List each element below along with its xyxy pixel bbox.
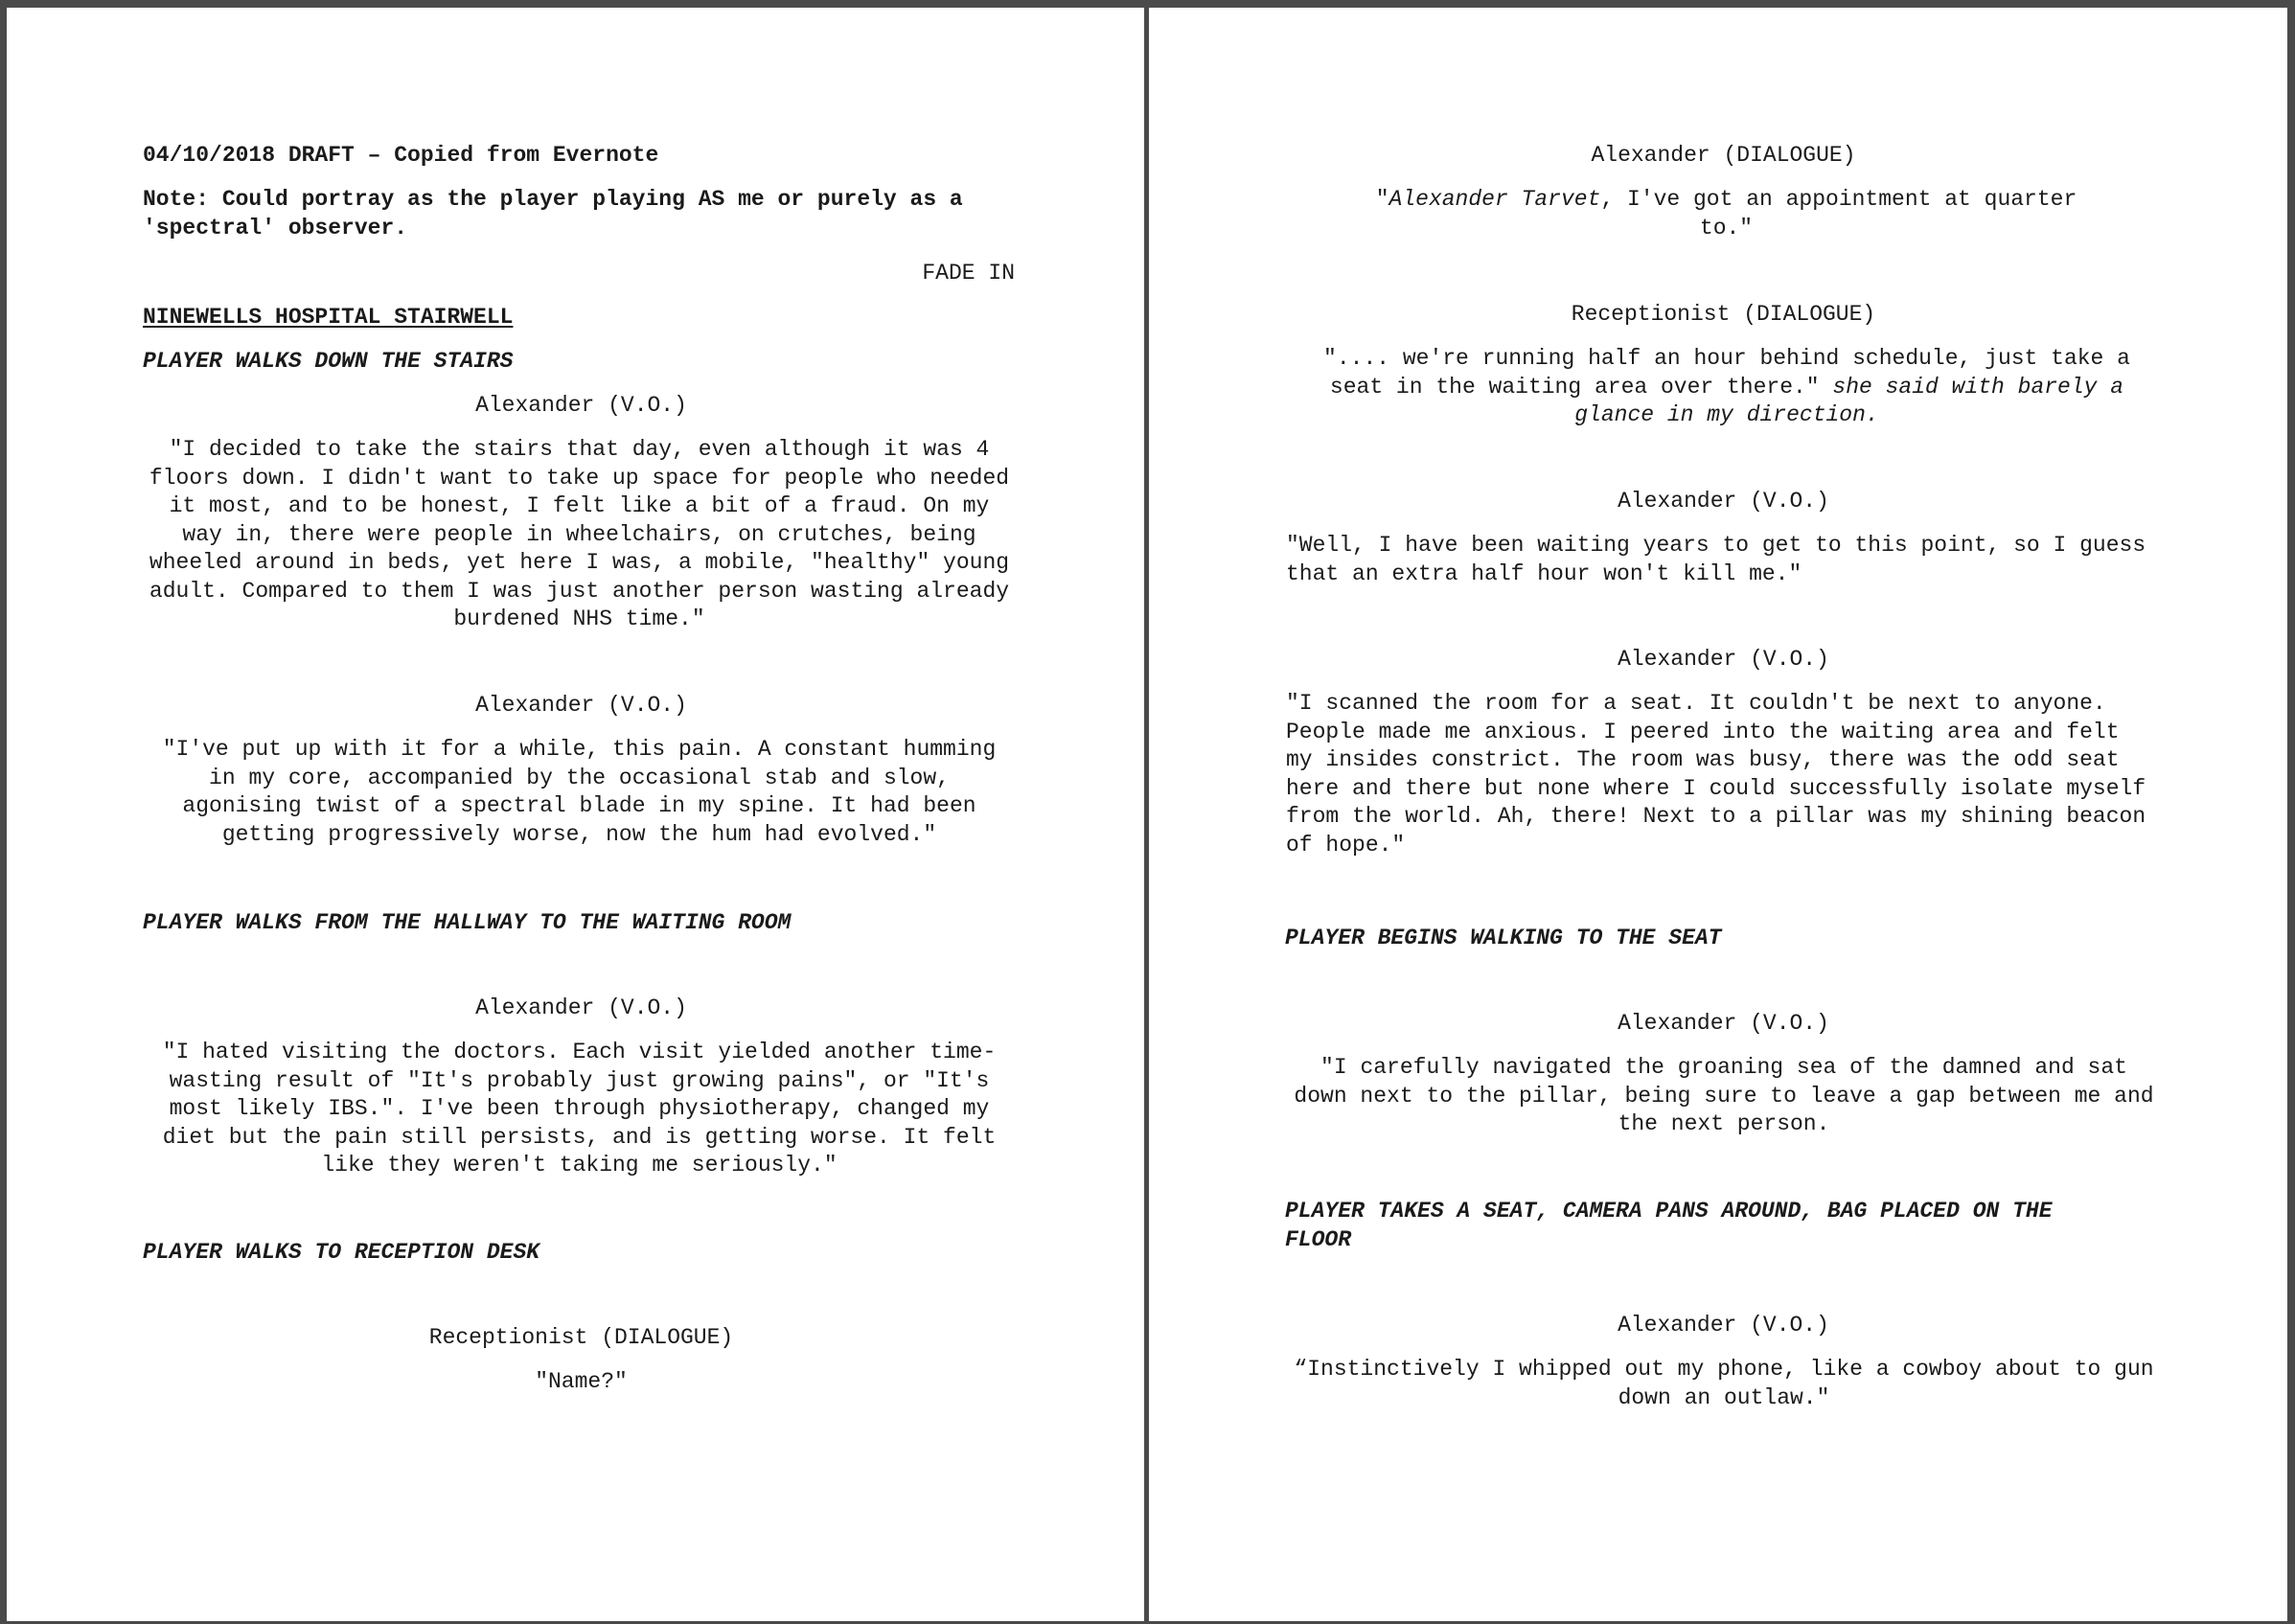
- page-right: [1149, 8, 2287, 1621]
- action-line: PLAYER TAKES A SEAT, CAMERA PANS AROUND, BAG PLACED ON THE FLOOR: [1285, 1199, 2053, 1252]
- dialogue-block: "Well, I have been waiting years to get to this point, so I guess that an extra half hour won't kill me.": [1286, 533, 2146, 586]
- note-line: Note: Could portray as the player playing AS me or purely as a 'spectral' observer.: [143, 187, 963, 240]
- character-name: Alexander (V.O.): [475, 393, 687, 418]
- dialogue-block: "Alexander Tarvet, I've got an appointment at quarter to.": [1375, 187, 2077, 240]
- character-name: Receptionist (DIALOGUE): [428, 1325, 734, 1350]
- action-line: PLAYER BEGINS WALKING TO THE SEAT: [1285, 926, 1722, 950]
- draft-line: 04/10/2018 DRAFT – Copied from Evernote: [143, 143, 659, 168]
- character-name: Receptionist (DIALOGUE): [1571, 302, 1876, 327]
- character-name: Alexander (V.O.): [475, 693, 687, 718]
- character-name: Alexander (V.O.): [1618, 1011, 1829, 1036]
- action-line: PLAYER WALKS DOWN THE STAIRS: [143, 349, 514, 374]
- dialogue-block: "I hated visiting the doctors. Each visit yielded another time-wasting result of "It's probably just growing pains", or "It's most likely IBS.". I've been through physiotherapy, changed my diet but the pain still persists, and is getting worse. It felt like they weren't taking me seriously.": [162, 1040, 997, 1178]
- character-name: Alexander (V.O.): [1618, 647, 1829, 672]
- character-name: Alexander (V.O.): [475, 995, 687, 1020]
- dialogue-block: "Name?": [535, 1369, 628, 1394]
- character-name-italic: Alexander Tarvet: [1388, 187, 1601, 212]
- dialogue-block: "I've put up with it for a while, this pain. A constant humming in my core, accompanied by the occasional stab and slow, agonising twist of a spectral blade in my spine. It had been getting progressively worse, now the hum had evolved.": [162, 737, 997, 847]
- action-line: PLAYER WALKS TO RECEPTION DESK: [143, 1240, 540, 1265]
- character-name: Alexander (V.O.): [1618, 1313, 1829, 1338]
- dialogue-block: "I carefully navigated the groaning sea of the damned and sat down next to the pillar, being sure to leave a gap between me and the next person.: [1294, 1055, 2154, 1136]
- character-name: Alexander (V.O.): [1618, 489, 1829, 514]
- dialogue-aside: she said with barely a glance in my direction.: [1574, 374, 2124, 427]
- dialogue-block: "I scanned the room for a seat. It couldn't be next to anyone. People made me anxious. I peered into the waiting area and felt my insides constrict. The room was busy, there was the odd seat here and there but none where I could successfully isolate myself from the world. Ah, there! Next to a pillar was my shining beacon of hope.": [1286, 691, 2146, 858]
- dialogue-block: "I decided to take the stairs that day, even although it was 4 floors down. I didn't want to take up space for people who needed it most, and to be honest, I felt like a bit of a fraud. On my way in, there were people in wheelchairs, on crutches, being wheeled around in beds, yet here I was, a mobile, "healthy" young adult. Compared to them I was just another person wasting already burdened NHS time.": [149, 437, 1010, 631]
- character-name: Alexander (DIALOGUE): [1591, 143, 1856, 168]
- scene-heading: NINEWELLS HOSPITAL STAIRWELL: [143, 305, 514, 330]
- dialogue-block: “Instinctively I whipped out my phone, like a cowboy about to gun down an outlaw.": [1294, 1357, 2154, 1410]
- dialogue-block: ".... we're running half an hour behind schedule, just take a seat in the waiting area over there." she said with barely a glance in my direction.: [1323, 346, 2130, 427]
- page-left: [7, 8, 1144, 1621]
- transition-fade-in: FADE IN: [922, 261, 1015, 286]
- action-line: PLAYER WALKS FROM THE HALLWAY TO THE WAITING ROOM: [143, 910, 792, 935]
